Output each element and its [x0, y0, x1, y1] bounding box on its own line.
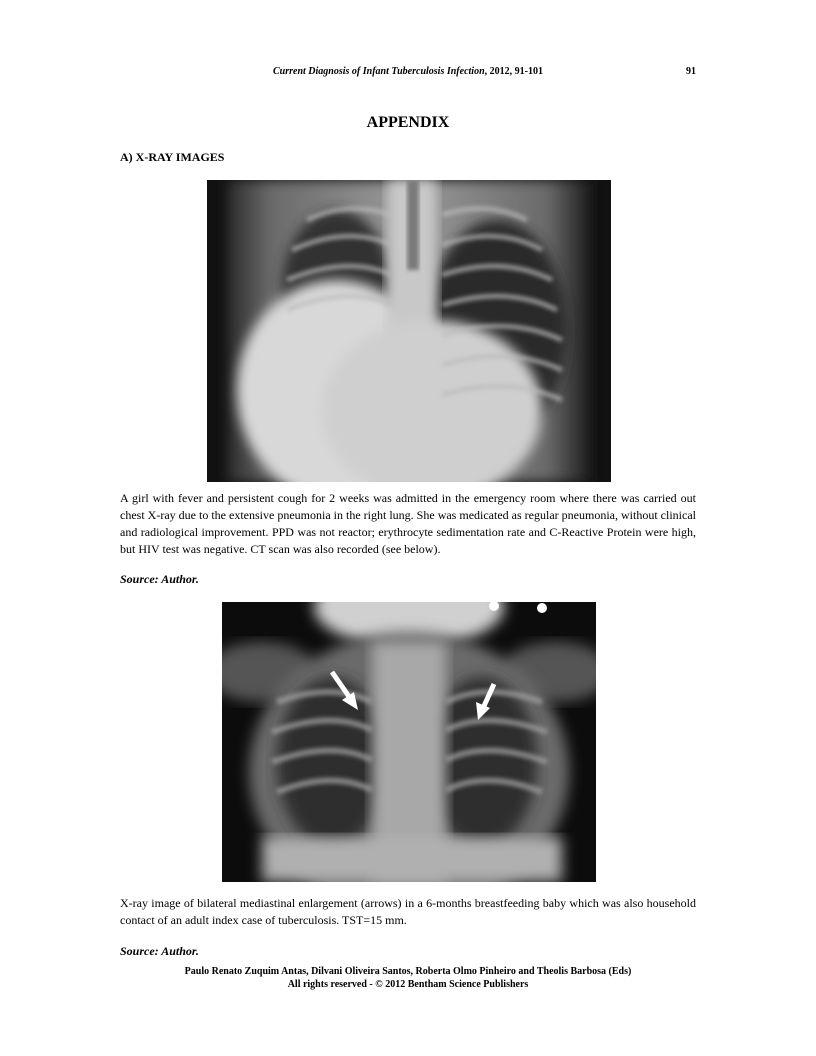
journal-citation: [120, 66, 696, 77]
page-footer: [0, 965, 816, 991]
journal-title: Current Diagnosis of Infant Tuberculosis Infection: [273, 66, 485, 77]
journal-year-pages: , 2012, 91-101: [484, 66, 543, 77]
footer-copyright: All rights reserved - © 2012 Bentham Science Publishers: [287, 979, 529, 990]
chest-xray-image-1: [207, 180, 611, 482]
figure-caption-1: A girl with fever and persistent cough for 2 weeks was admitted in the emergency room where there was carried out chest X-ray due to the extensive pneumonia in the right lung. She was medicated as regular pneumonia, without clinical and radiological improvement. PPD was not reactor; erythrocyte sedimentation rate and C-Reactive Protein were high, but HIV test was negative. CT scan was also recorded (see below).: [120, 491, 696, 556]
section-heading: A) X-RAY IMAGES: [120, 150, 225, 164]
figure-caption-2: X-ray image of bilateral mediastinal enlargement (arrows) in a 6-months breastfeeding baby which was also household contact of an adult index case of tuberculosis. TST=15 mm.: [120, 896, 696, 927]
chest-xray-image-2: [222, 602, 596, 882]
figure-source-1: Source: Author.: [120, 572, 199, 586]
figure-source-2: Source: Author.: [120, 944, 199, 958]
page-number: 91: [686, 66, 696, 77]
running-header: [120, 66, 696, 80]
page-title: APPENDIX: [366, 114, 450, 131]
footer-editors: Paulo Renato Zuquim Antas, Dilvani Oliveira Santos, Roberta Olmo Pinheiro and Theolis Barbosa (Eds): [184, 966, 632, 977]
